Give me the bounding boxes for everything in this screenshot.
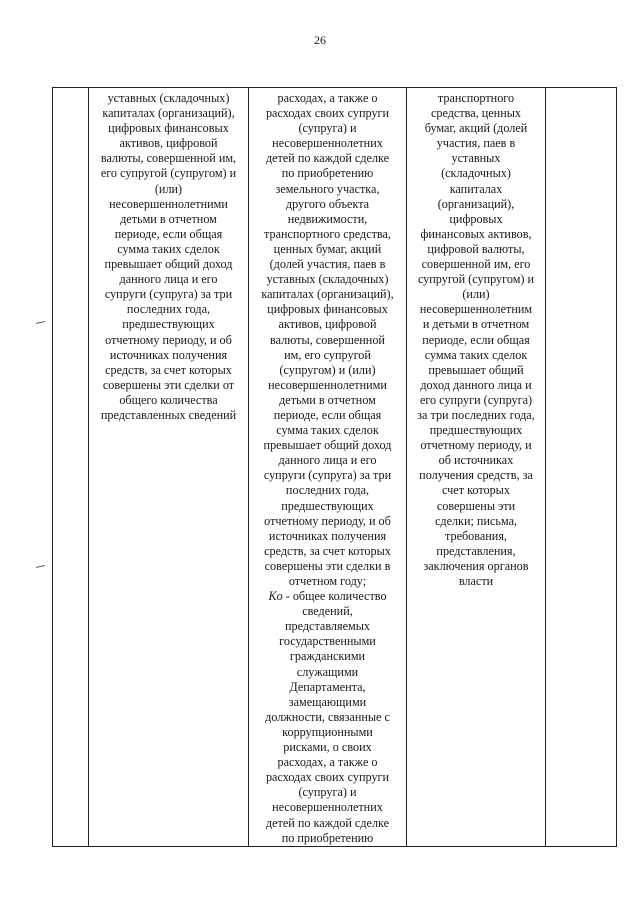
text-line: несовершеннолетним	[419, 302, 533, 317]
text-line: отчетному периоду, и об	[105, 332, 232, 347]
text-line: предшествующих	[429, 423, 523, 438]
text-line: представляемых	[284, 619, 371, 634]
text-line: отчетному периоду, и	[420, 438, 532, 453]
text-line: отчетном году;	[288, 574, 367, 588]
text-line: служащими	[296, 664, 359, 679]
text-line: счет которых	[442, 483, 510, 498]
text-line: источниках получения	[268, 528, 387, 543]
ko-definition-text	[251, 604, 404, 846]
text-line: замещающими	[288, 694, 367, 709]
text-line: недвижимости,	[287, 211, 368, 226]
text-line: превышает общий доход	[263, 438, 392, 453]
text-line: цифровой валюты,	[427, 241, 525, 256]
text-line: получения средств, за	[419, 468, 533, 483]
text-line: несовершеннолетними	[109, 196, 228, 211]
text-line: должности, связанные с	[265, 709, 390, 724]
text-line: капиталах (организаций),	[261, 287, 394, 302]
text-line: коррупционными	[282, 724, 373, 739]
text-line: совершены эти	[436, 498, 516, 513]
text-line: последних года,	[285, 483, 370, 498]
text-line: периоде, если общая	[422, 332, 530, 347]
description-text	[91, 91, 246, 423]
text-line: супруги (супруга) за три	[263, 468, 392, 483]
text-line: активов, цифровой	[278, 317, 377, 332]
text-line: валюты, совершенной им,	[100, 151, 237, 166]
text-line: детьми в отчетном	[120, 211, 217, 226]
text-line: транспортного средства,	[264, 226, 391, 241]
text-line: ценных бумаг, акций	[273, 241, 382, 256]
text-line: периоде, если общая	[273, 407, 382, 422]
text-line: (или)	[462, 287, 490, 302]
text-line: общего количества	[119, 392, 218, 407]
text-line: им, его супругой	[284, 347, 371, 362]
text-line: (долей участия, паев в	[269, 257, 386, 272]
text-line: уставных	[451, 151, 501, 166]
table-cell-formula	[249, 88, 407, 847]
text-line: власти	[458, 574, 494, 588]
text-line: супругой (супругом) и	[417, 272, 535, 287]
text-line: доход данного лица и	[420, 377, 532, 392]
text-line: расходах своих супруги	[265, 106, 390, 121]
text-line: государственными	[279, 634, 376, 649]
text-line: за три последних года,	[417, 407, 535, 422]
text-line: детей по каждой сделке	[265, 151, 390, 166]
text-line: представления,	[436, 543, 516, 558]
text-line: предшествующих	[122, 317, 215, 332]
text-line: детей по каждой сделке	[265, 815, 390, 830]
text-line: средства, ценных	[430, 106, 522, 121]
text-line: расходах своих супруги	[265, 770, 390, 785]
text-line: (складочных)	[441, 166, 511, 181]
text-line: капиталах	[449, 181, 503, 196]
text-line: земельного участка,	[275, 181, 380, 196]
text-line: гражданскими	[289, 649, 366, 664]
table-cell-sources	[407, 88, 546, 847]
text-line: источниках получения	[109, 347, 228, 362]
table-cell-empty	[546, 88, 617, 847]
formula-text	[251, 91, 404, 589]
text-line: последних года,	[126, 302, 211, 317]
text-line: (супругом) и (или)	[279, 362, 376, 377]
text-line: расходах, а также о	[277, 755, 378, 770]
text-line: совершены эти сделки в	[264, 558, 391, 573]
text-line: бумаг, акций (долей	[424, 121, 528, 136]
text-line: супруги (супруга) за три	[104, 287, 233, 302]
criteria-table	[52, 87, 617, 847]
text-line: предшествующих	[281, 498, 374, 513]
text-line: представленных сведений	[100, 407, 237, 422]
text-line: заключения органов	[423, 558, 529, 573]
text-line: превышает общий	[428, 362, 524, 377]
text-line: валюты, совершенной	[270, 332, 385, 347]
text-line: несовершеннолетними	[268, 377, 387, 392]
text-line: уставных (складочных)	[107, 91, 230, 105]
text-line: цифровых финансовых	[108, 121, 229, 136]
text-line: сведений,	[302, 604, 353, 619]
text-line: финансовых активов,	[420, 226, 532, 241]
text-line: и детьми в отчетном	[422, 317, 530, 332]
text-line: средств, за счет которых	[105, 362, 232, 377]
text-line: цифровых финансовых	[267, 302, 388, 317]
ko-definition-line	[251, 589, 404, 604]
text-line: несовершеннолетних	[272, 136, 383, 151]
text-line: несовершеннолетних	[272, 800, 383, 815]
text-line: участия, паев в	[436, 136, 516, 151]
text-line: по приобретению	[281, 830, 374, 845]
sources-text	[409, 91, 543, 589]
margin-mark	[36, 321, 45, 324]
text-line: (супруга) и	[298, 121, 357, 136]
ko-definition-start: - общее количество	[282, 589, 387, 604]
text-line: цифровых	[449, 211, 503, 226]
text-line: расходах, а также о	[277, 91, 378, 105]
text-line: капиталах (организаций),	[102, 106, 235, 121]
text-line: активов, цифровой	[119, 136, 218, 151]
text-line: совершенной им, его	[421, 257, 531, 272]
text-line: сделки; письма,	[434, 513, 518, 528]
text-line: сумма таких сделок	[117, 241, 220, 256]
text-line: отчетному периоду, и об	[264, 513, 391, 528]
page-number: 26	[314, 33, 326, 47]
ko-symbol: Ko	[268, 589, 283, 604]
table-cell-description	[89, 88, 249, 847]
text-line: средств, за счет которых	[264, 543, 391, 558]
text-line: детьми в отчетном	[279, 392, 376, 407]
text-line: сумма таких сделок	[276, 423, 379, 438]
text-line: совершены эти сделки от	[102, 377, 235, 392]
text-line: рисками, о своих	[283, 740, 372, 755]
text-line: (организаций),	[437, 196, 515, 211]
table-cell-index	[53, 88, 89, 847]
text-line: его супругой (супругом) и	[100, 166, 237, 181]
text-line: требования,	[445, 528, 507, 543]
text-line: данного лица и его	[278, 453, 377, 468]
margin-mark	[36, 565, 45, 568]
text-line: по приобретению	[281, 166, 374, 181]
text-line: другого объекта	[285, 196, 370, 211]
text-line: (или)	[154, 181, 183, 196]
table-row	[53, 88, 617, 847]
text-line: данного лица и его	[119, 272, 218, 287]
text-line: превышает общий доход	[104, 257, 233, 272]
text-line: об источниках	[438, 453, 514, 468]
text-line: периоде, если общая	[114, 226, 223, 241]
text-line: транспортного	[437, 91, 515, 105]
text-line: (супруга) и	[298, 785, 357, 800]
text-line: уставных (складочных)	[266, 272, 389, 287]
text-line: его супруги (супруга)	[419, 392, 533, 407]
text-line: Департамента,	[289, 679, 366, 694]
text-line: сумма таких сделок	[424, 347, 528, 362]
